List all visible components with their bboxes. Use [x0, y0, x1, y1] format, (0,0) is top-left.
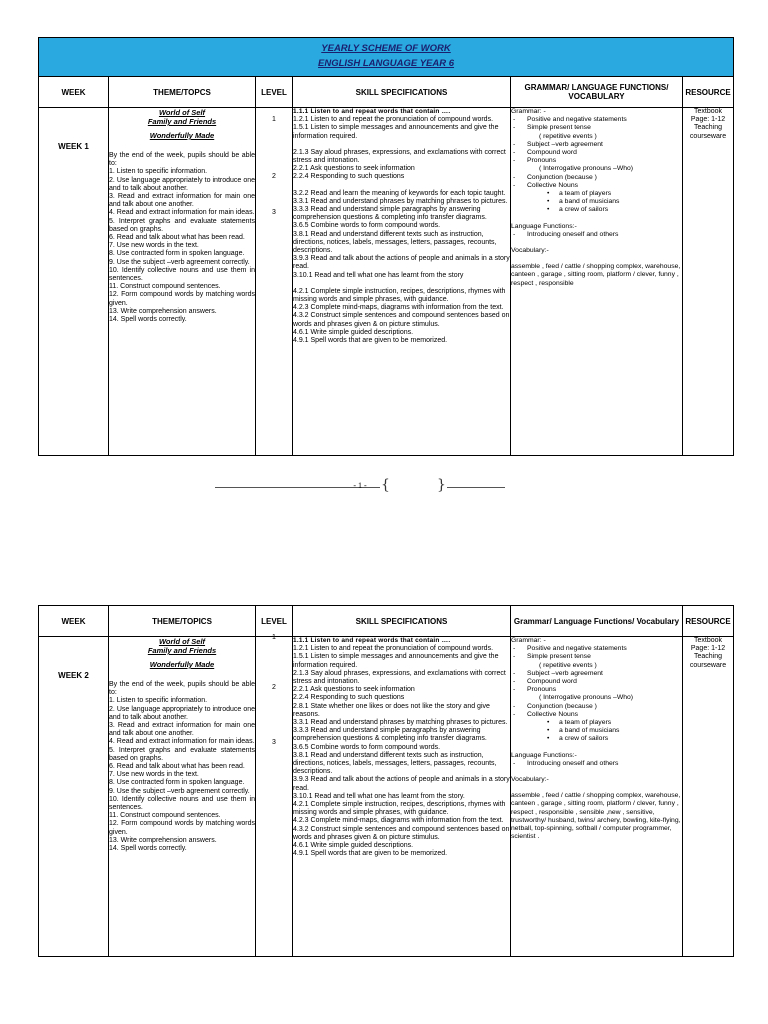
list-item: 8. Use contracted form in spoken language.	[109, 250, 245, 258]
language-functions-label: Language Functions:-	[511, 222, 577, 230]
header-level: LEVEL	[256, 77, 293, 108]
header-week: WEEK	[39, 77, 109, 108]
table-header-row	[39, 77, 734, 108]
list-item: 3.6.5 Combine words to form compound words.	[293, 222, 441, 230]
header-resource: RESOURCE	[683, 606, 734, 637]
list-item: 2.1.3 Say aloud phrases, expressions, and exclamations with correct stress and intonation.	[293, 669, 506, 686]
list-item: 3.3.1 Read and understand phrases by matching phrases to pictures.	[293, 719, 508, 727]
list-item: 10. Identify collective nouns and use them in sentences.	[109, 795, 255, 812]
theme-title: Family and Friends	[147, 646, 217, 655]
header-grammar: GRAMMAR/ LANGUAGE FUNCTIONS/ VOCABULARY	[511, 77, 683, 108]
week-cell: WEEK 2	[39, 637, 109, 957]
list-item: 3.9.3 Read and talk about the actions of people and animals in a story read.	[293, 776, 510, 792]
resource-item: Teaching	[693, 653, 723, 661]
grammar-item: ( repetitive events )	[539, 132, 597, 140]
grammar-item: - Collective Nouns	[511, 711, 682, 719]
left-brace-icon: {	[381, 477, 390, 493]
grammar-item: - Conjunction (because )	[511, 703, 682, 711]
objectives-list	[109, 681, 255, 853]
list-item: 3.3.3 Read and understand simple paragraphs by answering comprehension questions & completing info transfer diagrams.	[293, 206, 487, 222]
grammar-list	[511, 645, 682, 743]
list-item: 7. Use new words in the text.	[109, 242, 199, 250]
level-number: 3	[272, 739, 276, 746]
grammar-item: - Subject –verb agreement	[511, 670, 682, 678]
grammar-item: - Subject –verb agreement	[511, 141, 682, 149]
list-item: 2.2.4 Responding to such questions	[293, 694, 405, 702]
list-item: 6. Read and talk about what has been read.	[109, 234, 245, 242]
list-item: 3. Read and extract information for main one and talk about one another.	[109, 193, 255, 209]
skill-cell	[293, 108, 511, 456]
level-cell	[256, 634, 293, 957]
list-item: 12. Form compound words by matching words given.	[109, 291, 255, 307]
list-item: By the end of the week, pupils should be able to:	[109, 152, 255, 168]
scheme-table-week-2	[38, 605, 734, 957]
list-item: 4.3.2 Construct simple sentences and compound sentences based on words and phrases given & on picture stimulus.	[293, 825, 510, 841]
list-item: 3.8.1 Read and understand different texts such as instruction, directions, notices, labels, messages, letters, passages, recounts, descriptions.	[293, 751, 497, 776]
list-item: 3.8.1 Read and understand different texts such as instruction, directions, notices, labels, messages, letters, passages, recounts, descriptions.	[293, 230, 497, 255]
objectives-list	[109, 152, 255, 324]
skill-cell	[293, 637, 511, 957]
collective-noun-item: • a crew of sailors	[511, 206, 682, 214]
resource-item: Textbook	[694, 108, 723, 115]
list-item: 4.2.1 Complete simple instruction, recipes, descriptions, rhymes with missing words and simple phrases, with guidance.	[293, 287, 506, 304]
list-item: 4.2.3 Complete mind-maps, diagrams with information from the text.	[293, 817, 504, 825]
header-skill: SKILL SPECIFICATIONS	[293, 77, 511, 108]
list-item: 3. Read and extract information for main one and talk about one another.	[109, 722, 255, 738]
list-item: 11. Construct compound sentences.	[109, 283, 221, 291]
skill-item: 1.1.1 Listen to and repeat words that contain ….	[293, 637, 451, 644]
list-item: 4.9.1 Spell words that are given to be memorized.	[293, 850, 448, 858]
grammar-cell	[511, 637, 683, 957]
grammar-item: - Positive and negative statements	[511, 116, 682, 124]
grammar-item: - Pronouns	[511, 686, 682, 694]
page-footer	[215, 477, 505, 496]
list-item: By the end of the week, pupils should be able to:	[109, 681, 255, 697]
resource-item: Page: 1-12	[690, 116, 726, 124]
list-item: 4.3.2 Construct simple sentences and compound sentences based on words and phrases given & on picture stimulus.	[293, 312, 510, 328]
header-skill: SKILL SPECIFICATIONS	[293, 606, 511, 637]
resource-cell	[683, 637, 734, 957]
list-item: 3.3.3 Read and understand simple paragraphs by answering comprehension questions & completing info transfer diagrams.	[293, 727, 487, 743]
theme-title: World of Self	[158, 637, 206, 646]
list-item: 3.10.1 Read and tell what one has learnt from the story.	[293, 792, 465, 800]
scheme-table-week-1	[38, 37, 734, 456]
theme-title: Wonderfully Made	[149, 131, 215, 140]
list-item: 1.2.1 Listen to and repeat the pronunciation of compound words.	[293, 116, 494, 124]
collective-noun-item: • a team of players	[511, 190, 682, 198]
grammar-item: ( Interrogative pronouns –Who)	[539, 165, 634, 173]
header-resource: RESOURCE	[683, 77, 734, 108]
resource-item: courseware	[689, 132, 727, 140]
list-item: 3.3.1 Read and understand phrases by matching phrases to pictures.	[293, 197, 508, 205]
level-number: 1	[272, 116, 276, 123]
resource-cell	[683, 108, 734, 456]
level-cell	[256, 108, 293, 456]
list-item: 3.10.1 Read and tell what one has learnt from the story	[293, 271, 464, 279]
level-number: 2	[272, 173, 276, 180]
list-item: 14. Spell words correctly.	[109, 845, 187, 853]
grammar-item: - Positive and negative statements	[511, 645, 682, 653]
list-item: 2.1.3 Say aloud phrases, expressions, and exclamations with correct stress and intonation.	[293, 148, 506, 165]
collective-noun-item: • a team of players	[511, 719, 682, 727]
level-number: 1	[272, 634, 276, 641]
skills-list	[293, 116, 510, 345]
list-item: 5. Interpret graphs and evaluate statements based on graphs.	[109, 217, 255, 233]
list-item: 1.5.1 Listen to simple messages and announcements and give the information required.	[293, 653, 499, 669]
theme-title: Family and Friends	[147, 117, 217, 126]
resource-item: courseware	[689, 661, 727, 669]
theme-cell	[109, 637, 256, 957]
list-item: 4.2.3 Complete mind-maps, diagrams with information from the text.	[293, 304, 504, 312]
scheme-title: YEARLY SCHEME OF WORK	[321, 43, 451, 54]
list-item: 4. Read and extract information for main ideas.	[109, 738, 255, 746]
language-functions-label: Language Functions:-	[511, 751, 577, 759]
list-item: 2.8.1 State whether one likes or does not like the story and give reasons.	[293, 702, 490, 718]
list-item: 1. Listen to specific information.	[109, 168, 208, 176]
list-item: 2.2.1 Ask questions to seek information	[293, 165, 415, 173]
vocabulary-text: assemble , feed / cattle / shopping complex, warehouse, canteen , garage , sitting room, platform / clever, funny , respect , responsible	[511, 263, 681, 287]
spacer	[293, 280, 510, 288]
list-item: 4.2.1 Complete simple instruction, recipes, descriptions, rhymes with missing words and simple phrases, with guidance.	[293, 801, 506, 817]
table-row	[39, 637, 734, 957]
header-level: LEVEL	[256, 606, 293, 637]
grammar-item: - Compound word	[511, 149, 682, 157]
grammar-item: - Pronouns	[511, 157, 682, 165]
right-brace-icon: }	[437, 477, 446, 493]
grammar-label: Grammar: -	[511, 637, 546, 644]
grammar-item: ( repetitive events )	[539, 661, 597, 669]
skills-list	[293, 645, 510, 858]
collective-noun-item: • a band of musicians	[511, 198, 682, 206]
list-item: 10. Identify collective nouns and use them in sentences.	[109, 266, 255, 283]
grammar-item: ( Interrogative pronouns –Who)	[539, 694, 634, 702]
theme-title: Wonderfully Made	[149, 660, 215, 669]
vocabulary-text: assemble , feed / cattle / shopping complex, warehouse, canteen , garage , sitting room, platform / clever, funny , respect , responsible , sensible ,new , sensitive, trustworthy/ husband, twins/ archery, bowling, kite-flying, netball, top-spinning, softball / computer programmer, scientist .	[511, 792, 681, 841]
list-item: 13. Write comprehension answers.	[109, 836, 217, 844]
list-item: 2. Use language appropriately to introduce one and to talk about another.	[109, 705, 255, 721]
list-item: 4. Read and extract information for main ideas.	[109, 209, 255, 217]
week-cell: WEEK 1	[39, 108, 109, 456]
list-item: 13. Write comprehension answers.	[109, 307, 217, 315]
spacer	[293, 182, 510, 190]
list-item: 3.2.2 Read and learn the meaning of keywords for each topic taught.	[293, 189, 506, 197]
list-item: 4.9.1 Spell words that are given to be memorized.	[293, 337, 448, 345]
language-function-item: - Introducing oneself and others	[511, 760, 682, 768]
list-item: 12. Form compound words by matching words given.	[109, 820, 255, 836]
list-item: 4.6.1 Write simple guided descriptions.	[293, 328, 414, 336]
footer-rule	[447, 487, 505, 488]
list-item: 11. Construct compound sentences.	[109, 812, 221, 820]
grammar-list	[511, 116, 682, 214]
header-week: WEEK	[39, 606, 109, 637]
language-function-item: - Introducing oneself and others	[511, 231, 682, 239]
spacer	[293, 141, 510, 149]
list-item: 3.9.3 Read and talk about the actions of people and animals in a story read.	[293, 255, 510, 271]
theme-cell	[109, 108, 256, 456]
list-item: 4.6.1 Write simple guided descriptions.	[293, 842, 414, 850]
list-item: 2.2.1 Ask questions to seek information	[293, 686, 415, 694]
title-banner	[39, 38, 734, 77]
list-item: 3.6.5 Combine words to form compound words.	[293, 743, 441, 751]
vocabulary-label: Vocabulary:-	[511, 247, 549, 255]
page-number: - 1 -	[353, 481, 367, 490]
list-item: 2. Use language appropriately to introduce one and to talk about another.	[109, 176, 255, 192]
list-item: 8. Use contracted form in spoken language.	[109, 779, 245, 787]
table-header-row	[39, 606, 734, 637]
grammar-item: - Conjunction (because )	[511, 174, 682, 182]
table-row	[39, 108, 734, 456]
resource-item: Textbook	[693, 637, 723, 644]
list-item: 9. Use the subject –verb agreement correctly.	[109, 787, 250, 795]
theme-title: World of Self	[158, 108, 206, 117]
grammar-item: - Simple present tense	[511, 653, 682, 661]
resource-item: Page: 1-12	[690, 645, 726, 653]
subject-title: ENGLISH LANGUAGE YEAR 6	[318, 58, 455, 69]
list-item: 9. Use the subject –verb agreement correctly.	[109, 258, 250, 266]
header-theme: THEME/TOPICS	[109, 606, 256, 637]
grammar-cell	[511, 108, 683, 456]
level-number: 3	[272, 209, 276, 216]
list-item: 1. Listen to specific information.	[109, 697, 208, 705]
vocabulary-label: Vocabulary:-	[511, 776, 549, 784]
grammar-item: - Collective Nouns	[511, 182, 682, 190]
list-item: 5. Interpret graphs and evaluate statements based on graphs.	[109, 746, 255, 762]
collective-noun-item: • a crew of sailors	[511, 735, 682, 743]
list-item: 1.5.1 Listen to simple messages and announcements and give the information required.	[293, 124, 499, 140]
list-item: 14. Spell words correctly.	[109, 316, 187, 324]
list-item: 7. Use new words in the text.	[109, 771, 199, 779]
grammar-item: - Compound word	[511, 678, 682, 686]
grammar-item: - Simple present tense	[511, 124, 682, 132]
list-item: 2.2.4 Responding to such questions	[293, 173, 405, 181]
level-number: 2	[272, 684, 276, 691]
list-item: 1.2.1 Listen to and repeat the pronunciation of compound words.	[293, 645, 494, 653]
collective-noun-item: • a band of musicians	[511, 727, 682, 735]
skill-item: 1.1.1 Listen to and repeat words that contain ….	[293, 108, 451, 115]
grammar-label: Grammar: -	[511, 108, 546, 115]
header-theme: THEME/TOPCS	[109, 77, 256, 108]
header-grammar: Grammar/ Language Functions/ Vocabulary	[511, 606, 683, 637]
resource-item: Teaching	[694, 124, 723, 132]
list-item: 6. Read and talk about what has been read.	[109, 763, 245, 771]
